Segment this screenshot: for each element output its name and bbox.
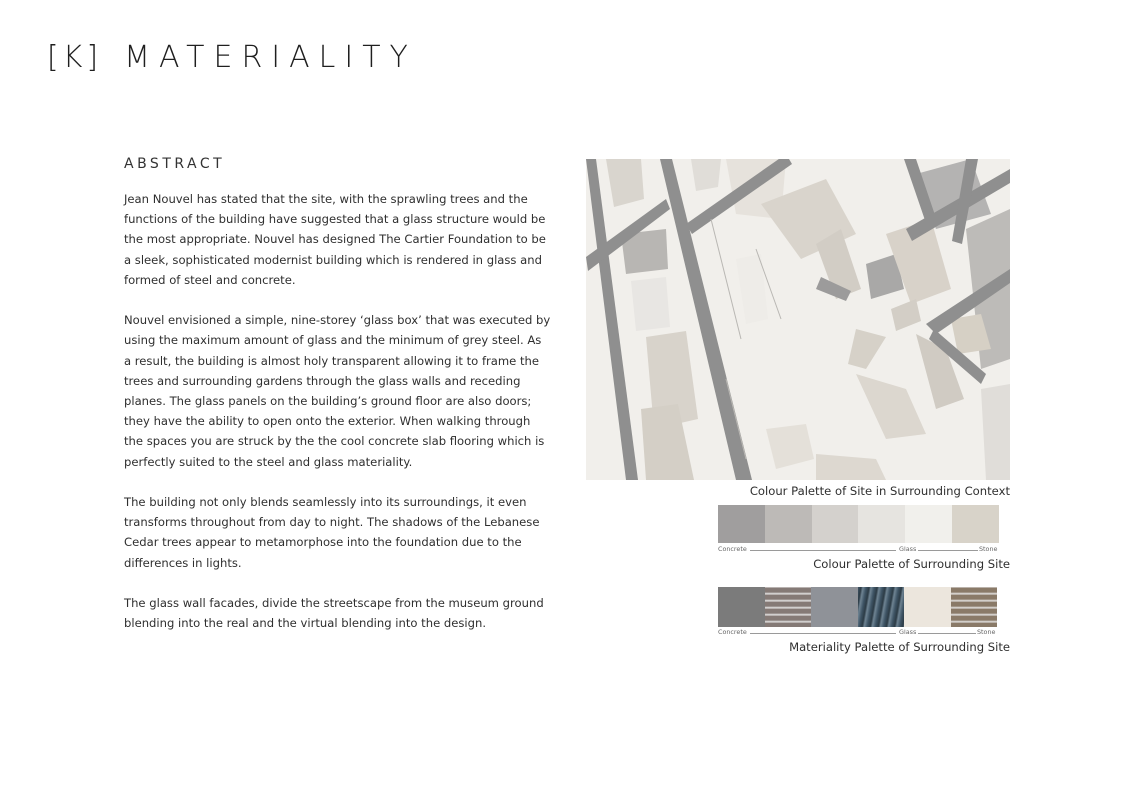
scale-line [918, 550, 978, 551]
abstract-body [124, 189, 552, 654]
section-number: [K] [47, 40, 103, 75]
abstract-paragraph: Nouvel envisioned a simple, nine-storey ‘glass box’ that was executed by using the maximum amount of glass and the minimum of grey steel. As a result, the building is almost holy transparent allowing it to frame the trees and surrounding gardens through the glass walls and receding planes. The glass panels on the building’s ground floor are also doors; they have the ability to open onto the exterior. When walking through the spaces you are struck by the the cool concrete slab flooring which is perfectly suited to the steel and glass materiality. [124, 313, 551, 469]
scale-label-glass: Glass [899, 545, 917, 553]
scale-label-stone: Stone [977, 628, 996, 636]
material-swatch-steel [811, 587, 858, 627]
material-swatch-concrete [718, 587, 765, 627]
scale-line [750, 550, 896, 551]
materiality-palette-scale [718, 628, 997, 638]
colour-swatch [858, 505, 905, 543]
abstract-paragraph: Jean Nouvel has stated that the site, with the sprawling trees and the functions of the building have suggested that a glass structure would be the most appropriate. Nouvel has designed The Cartier Foundation to be a sleek, sophisticated modernist building which is rendered in glass and formed of steel and concrete. [124, 192, 546, 287]
abstract-heading: ABSTRACT [124, 156, 226, 172]
map-building [631, 277, 670, 331]
site-map-drawing [586, 159, 1010, 480]
scale-line [750, 633, 896, 634]
section-title: MATERIALITY [124, 40, 417, 75]
material-swatch-glass [858, 587, 905, 627]
abstract-paragraph: The building not only blends seamlessly into its surroundings, it even transforms throughout from day to night. The shadows of the Lebanese Cedar trees appear to metamorphose into the foundation due to the differences in lights. [124, 495, 540, 570]
site-map [586, 159, 1010, 480]
materiality-palette-caption: Materiality Palette of Surrounding Site [789, 640, 1010, 654]
colour-swatch [765, 505, 812, 543]
colour-palette-caption: Colour Palette of Surrounding Site [813, 557, 1010, 571]
map-building [691, 159, 721, 191]
colour-swatch [812, 505, 859, 543]
map-building [981, 384, 1010, 480]
colour-palette-scale [718, 545, 999, 555]
material-swatch-stone-dark [951, 587, 998, 627]
scale-label-glass: Glass [899, 628, 917, 636]
scale-label-concrete: Concrete [718, 628, 747, 636]
scale-line [918, 633, 976, 634]
colour-swatch [952, 505, 999, 543]
abstract-paragraph: The glass wall facades, divide the streetscape from the museum ground blending into the real and the virtual blending into the design. [124, 596, 544, 631]
map-caption: Colour Palette of Site in Surrounding Context [749, 484, 1010, 498]
scale-label-stone: Stone [979, 545, 998, 553]
colour-swatch [718, 505, 765, 543]
materiality-palette [718, 587, 997, 627]
colour-swatch [905, 505, 952, 543]
material-swatch-wood-grey [765, 587, 812, 627]
scale-label-concrete: Concrete [718, 545, 747, 553]
colour-palette [718, 505, 999, 543]
page-title [47, 40, 417, 75]
material-swatch-stone-light [904, 587, 951, 627]
